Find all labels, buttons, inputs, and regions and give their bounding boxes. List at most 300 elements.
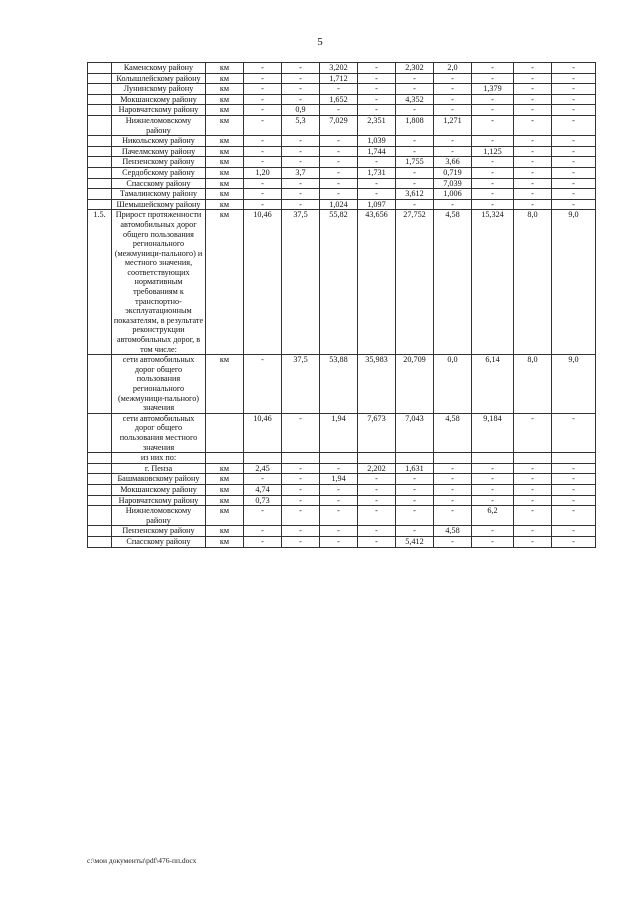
value-cell: - <box>514 105 552 116</box>
value-cell: - <box>244 199 282 210</box>
unit-cell: км <box>206 463 244 474</box>
value-cell: - <box>552 157 596 168</box>
value-cell: - <box>358 63 396 74</box>
value-cell: - <box>552 136 596 147</box>
unit-cell: км <box>206 63 244 74</box>
value-cell: - <box>282 474 320 485</box>
unit-cell: км <box>206 105 244 116</box>
value-cell: - <box>282 189 320 200</box>
value-cell: - <box>282 73 320 84</box>
indicator-name-cell: Прирост протяженности автомобильных дорог общего пользования регионального (межмуници-пального) и местного значения, соответствующих нормативным требованиям к транспортно-эксплуатационным показателям, в результате реконструкции автомобильных дорог, в том числе: <box>112 210 206 355</box>
value-cell: - <box>552 413 596 452</box>
value-cell: - <box>396 199 434 210</box>
value-cell: - <box>514 146 552 157</box>
row-number-cell <box>88 146 112 157</box>
value-cell: - <box>552 199 596 210</box>
value-cell: - <box>282 178 320 189</box>
value-cell: 3,66 <box>434 157 472 168</box>
value-cell: - <box>320 136 358 147</box>
value-cell: - <box>472 463 514 474</box>
value-cell: - <box>472 63 514 74</box>
indicator-name-cell: Шемышейскому району <box>112 199 206 210</box>
value-cell: - <box>358 536 396 547</box>
value-cell: 1,652 <box>320 94 358 105</box>
value-cell: 1,379 <box>472 84 514 95</box>
value-cell: - <box>282 484 320 495</box>
value-cell: 2,202 <box>358 463 396 474</box>
value-cell <box>244 453 282 464</box>
value-cell: 1,039 <box>358 136 396 147</box>
indicator-name-cell: сети автомобильных дорог общего пользования местного значения <box>112 413 206 452</box>
value-cell: - <box>514 94 552 105</box>
value-cell: - <box>244 105 282 116</box>
table-row <box>88 115 596 135</box>
value-cell: 3,7 <box>282 167 320 178</box>
value-cell: - <box>244 84 282 95</box>
value-cell: - <box>282 463 320 474</box>
value-cell: - <box>282 157 320 168</box>
value-cell: - <box>320 84 358 95</box>
value-cell: - <box>514 526 552 537</box>
value-cell: - <box>282 536 320 547</box>
indicator-name-cell: Нижнеломовскому району <box>112 115 206 135</box>
value-cell: - <box>358 474 396 485</box>
value-cell: - <box>514 84 552 95</box>
value-cell: - <box>358 526 396 537</box>
value-cell: - <box>472 526 514 537</box>
value-cell: - <box>552 84 596 95</box>
value-cell: 9,0 <box>552 355 596 414</box>
value-cell: - <box>358 84 396 95</box>
value-cell: - <box>434 105 472 116</box>
value-cell: - <box>552 73 596 84</box>
table-row <box>88 178 596 189</box>
value-cell: - <box>472 94 514 105</box>
value-cell: 37,5 <box>282 210 320 355</box>
value-cell: - <box>244 474 282 485</box>
value-cell: 3,202 <box>320 63 358 74</box>
value-cell: 1,712 <box>320 73 358 84</box>
value-cell: - <box>434 495 472 506</box>
row-number-cell <box>88 495 112 506</box>
value-cell: 37,5 <box>282 355 320 414</box>
value-cell: 8,0 <box>514 210 552 355</box>
value-cell <box>472 453 514 464</box>
value-cell: - <box>282 146 320 157</box>
unit-cell: км <box>206 146 244 157</box>
value-cell <box>514 453 552 464</box>
table-row <box>88 526 596 537</box>
table-row <box>88 495 596 506</box>
table-row <box>88 73 596 84</box>
value-cell: - <box>396 84 434 95</box>
value-cell: - <box>244 136 282 147</box>
table-row <box>88 506 596 526</box>
value-cell: 1,731 <box>358 167 396 178</box>
value-cell: - <box>244 526 282 537</box>
value-cell: 1,631 <box>396 463 434 474</box>
value-cell: - <box>396 105 434 116</box>
indicator-name-cell: Наровчатскому району <box>112 495 206 506</box>
value-cell: 1,94 <box>320 413 358 452</box>
value-cell: - <box>244 506 282 526</box>
unit-cell: км <box>206 136 244 147</box>
value-cell: - <box>472 115 514 135</box>
value-cell: - <box>244 536 282 547</box>
row-number-cell <box>88 484 112 495</box>
indicator-name-cell: Нижнеломовскому району <box>112 506 206 526</box>
table-row <box>88 413 596 452</box>
value-cell: 2,45 <box>244 463 282 474</box>
value-cell: - <box>396 484 434 495</box>
value-cell: - <box>396 495 434 506</box>
row-number-cell <box>88 536 112 547</box>
value-cell <box>320 453 358 464</box>
value-cell: - <box>552 526 596 537</box>
indicator-name-cell: Колышлейскому району <box>112 73 206 84</box>
row-number-cell <box>88 178 112 189</box>
value-cell: 1,271 <box>434 115 472 135</box>
value-cell: 7,039 <box>434 178 472 189</box>
value-cell: - <box>244 63 282 74</box>
value-cell: - <box>514 474 552 485</box>
row-number-cell <box>88 167 112 178</box>
unit-cell: км <box>206 73 244 84</box>
row-number-cell <box>88 463 112 474</box>
table-row <box>88 84 596 95</box>
value-cell: - <box>320 189 358 200</box>
indicator-name-cell: Пачелмскому району <box>112 146 206 157</box>
table-row <box>88 210 596 355</box>
row-number-cell <box>88 94 112 105</box>
value-cell: - <box>552 536 596 547</box>
value-cell: 3,612 <box>396 189 434 200</box>
value-cell: - <box>244 146 282 157</box>
row-number-cell <box>88 73 112 84</box>
value-cell: 4,74 <box>244 484 282 495</box>
table-row <box>88 63 596 74</box>
value-cell: 1,125 <box>472 146 514 157</box>
value-cell: 1,94 <box>320 474 358 485</box>
value-cell: 20,709 <box>396 355 434 414</box>
value-cell: - <box>472 73 514 84</box>
value-cell: - <box>514 189 552 200</box>
value-cell: - <box>514 167 552 178</box>
value-cell: - <box>320 495 358 506</box>
indicator-name-cell: Спасскому району <box>112 178 206 189</box>
row-number-cell <box>88 474 112 485</box>
value-cell: 1,006 <box>434 189 472 200</box>
value-cell: - <box>320 526 358 537</box>
value-cell: - <box>552 463 596 474</box>
value-cell: 4,58 <box>434 413 472 452</box>
row-number-cell <box>88 63 112 74</box>
value-cell: - <box>552 105 596 116</box>
row-number-cell <box>88 526 112 537</box>
value-cell: - <box>434 146 472 157</box>
value-cell: - <box>472 178 514 189</box>
row-number-cell <box>88 189 112 200</box>
value-cell: - <box>396 474 434 485</box>
value-cell: 0,0 <box>434 355 472 414</box>
unit-cell <box>206 453 244 464</box>
value-cell: 7,043 <box>396 413 434 452</box>
value-cell: 2,0 <box>434 63 472 74</box>
value-cell: - <box>552 167 596 178</box>
value-cell: 10,46 <box>244 413 282 452</box>
value-cell <box>434 453 472 464</box>
indicator-name-cell: Лунинскому району <box>112 84 206 95</box>
indicator-name-cell: Башмаковскому району <box>112 474 206 485</box>
value-cell: 27,752 <box>396 210 434 355</box>
value-cell: - <box>472 167 514 178</box>
value-cell: - <box>358 157 396 168</box>
value-cell: - <box>552 189 596 200</box>
value-cell: - <box>514 495 552 506</box>
value-cell: 1,744 <box>358 146 396 157</box>
value-cell: - <box>282 506 320 526</box>
value-cell: - <box>472 105 514 116</box>
value-cell: - <box>472 474 514 485</box>
value-cell: - <box>282 495 320 506</box>
value-cell: 43,656 <box>358 210 396 355</box>
table-row <box>88 453 596 464</box>
value-cell: 4,352 <box>396 94 434 105</box>
row-number-cell <box>88 105 112 116</box>
table-row <box>88 199 596 210</box>
value-cell: 6,2 <box>472 506 514 526</box>
value-cell: - <box>514 115 552 135</box>
value-cell: - <box>320 506 358 526</box>
value-cell: - <box>396 146 434 157</box>
value-cell: 8,0 <box>514 355 552 414</box>
value-cell: - <box>244 157 282 168</box>
table-row <box>88 146 596 157</box>
value-cell: 6,14 <box>472 355 514 414</box>
unit-cell: км <box>206 210 244 355</box>
value-cell: 35,983 <box>358 355 396 414</box>
value-cell: - <box>472 495 514 506</box>
value-cell: - <box>552 474 596 485</box>
indicator-name-cell: Сердобскому району <box>112 167 206 178</box>
unit-cell: км <box>206 178 244 189</box>
value-cell: - <box>514 73 552 84</box>
table-row <box>88 474 596 485</box>
value-cell: - <box>244 115 282 135</box>
value-cell: - <box>472 484 514 495</box>
value-cell: 5,3 <box>282 115 320 135</box>
value-cell: - <box>514 484 552 495</box>
value-cell: - <box>434 536 472 547</box>
value-cell: - <box>552 178 596 189</box>
value-cell: - <box>396 167 434 178</box>
unit-cell: км <box>206 94 244 105</box>
unit-cell: км <box>206 84 244 95</box>
value-cell: - <box>552 94 596 105</box>
value-cell: - <box>472 536 514 547</box>
indicator-name-cell: г. Пенза <box>112 463 206 474</box>
value-cell: - <box>320 105 358 116</box>
row-number-cell <box>88 84 112 95</box>
value-cell: 0,719 <box>434 167 472 178</box>
value-cell: - <box>282 84 320 95</box>
value-cell: - <box>396 526 434 537</box>
value-cell: - <box>434 73 472 84</box>
value-cell: - <box>552 146 596 157</box>
value-cell: 9,0 <box>552 210 596 355</box>
value-cell: 7,029 <box>320 115 358 135</box>
value-cell: 55,82 <box>320 210 358 355</box>
value-cell: - <box>244 355 282 414</box>
value-cell: - <box>320 536 358 547</box>
row-number-cell <box>88 506 112 526</box>
value-cell: - <box>320 484 358 495</box>
value-cell: - <box>320 157 358 168</box>
unit-cell: км <box>206 115 244 135</box>
value-cell: - <box>514 63 552 74</box>
value-cell: - <box>244 178 282 189</box>
indicator-name-cell: Пензенскому району <box>112 157 206 168</box>
unit-cell: км <box>206 526 244 537</box>
value-cell: - <box>282 136 320 147</box>
indicator-name-cell: Каменскому району <box>112 63 206 74</box>
value-cell: 1,20 <box>244 167 282 178</box>
value-cell <box>396 453 434 464</box>
value-cell: 1,755 <box>396 157 434 168</box>
value-cell: - <box>514 157 552 168</box>
value-cell <box>552 453 596 464</box>
value-cell: - <box>320 178 358 189</box>
row-number-cell <box>88 413 112 452</box>
value-cell: - <box>472 189 514 200</box>
value-cell: - <box>282 413 320 452</box>
unit-cell <box>206 413 244 452</box>
value-cell: - <box>434 136 472 147</box>
table-row <box>88 94 596 105</box>
indicator-name-cell: Мокшанскому району <box>112 94 206 105</box>
value-cell: - <box>244 189 282 200</box>
value-cell: - <box>320 167 358 178</box>
unit-cell: км <box>206 355 244 414</box>
value-cell: - <box>514 413 552 452</box>
value-cell: 1,808 <box>396 115 434 135</box>
indicator-name-cell: Спасскому району <box>112 536 206 547</box>
value-cell: - <box>358 178 396 189</box>
value-cell: - <box>472 136 514 147</box>
row-number-cell <box>88 199 112 210</box>
unit-cell: км <box>206 484 244 495</box>
value-cell: - <box>514 536 552 547</box>
value-cell: 10,46 <box>244 210 282 355</box>
table-row <box>88 105 596 116</box>
unit-cell: км <box>206 167 244 178</box>
value-cell: - <box>320 463 358 474</box>
value-cell: - <box>514 199 552 210</box>
value-cell: - <box>514 506 552 526</box>
value-cell: - <box>434 199 472 210</box>
indicator-name-cell: Мокшанскому району <box>112 484 206 495</box>
value-cell: - <box>552 495 596 506</box>
row-number-cell <box>88 453 112 464</box>
value-cell: - <box>434 474 472 485</box>
file-path-footer: c:\мои документы\pdf\476-пп.docx <box>87 856 197 865</box>
table-row <box>88 484 596 495</box>
value-cell: - <box>514 136 552 147</box>
value-cell: 9,184 <box>472 413 514 452</box>
value-cell: - <box>434 94 472 105</box>
value-cell: 15,324 <box>472 210 514 355</box>
indicator-name-cell: из них по: <box>112 453 206 464</box>
value-cell: 2,351 <box>358 115 396 135</box>
page-number: 5 <box>317 36 323 48</box>
value-cell: - <box>552 484 596 495</box>
value-cell: - <box>282 63 320 74</box>
row-number-cell <box>88 115 112 135</box>
table-row <box>88 189 596 200</box>
unit-cell: км <box>206 474 244 485</box>
table-row <box>88 355 596 414</box>
value-cell: 4,58 <box>434 210 472 355</box>
value-cell: - <box>358 105 396 116</box>
value-cell: - <box>396 136 434 147</box>
value-cell: - <box>358 73 396 84</box>
unit-cell: км <box>206 157 244 168</box>
value-cell: 4,58 <box>434 526 472 537</box>
row-number-cell <box>88 157 112 168</box>
indicator-table <box>87 62 596 548</box>
value-cell: 0,9 <box>282 105 320 116</box>
value-cell: - <box>358 506 396 526</box>
table-row <box>88 536 596 547</box>
table-row <box>88 136 596 147</box>
row-number-cell: 1.5. <box>88 210 112 355</box>
value-cell: - <box>396 506 434 526</box>
table-row <box>88 463 596 474</box>
value-cell: 1,097 <box>358 199 396 210</box>
indicator-name-cell: Никольскому району <box>112 136 206 147</box>
value-cell: 0,73 <box>244 495 282 506</box>
table-row <box>88 167 596 178</box>
value-cell <box>282 453 320 464</box>
value-cell: - <box>514 463 552 474</box>
value-cell: - <box>358 94 396 105</box>
unit-cell: км <box>206 536 244 547</box>
value-cell: - <box>514 178 552 189</box>
value-cell: - <box>358 484 396 495</box>
table-row <box>88 157 596 168</box>
value-cell: 5,412 <box>396 536 434 547</box>
value-cell: - <box>434 506 472 526</box>
indicator-name-cell: сети автомобильных дорог общего пользования регионального (межмуници-пального) значения <box>112 355 206 414</box>
value-cell: - <box>282 526 320 537</box>
row-number-cell <box>88 355 112 414</box>
value-cell: - <box>552 115 596 135</box>
row-number-cell <box>88 136 112 147</box>
value-cell: - <box>358 189 396 200</box>
value-cell: - <box>552 506 596 526</box>
value-cell: - <box>244 73 282 84</box>
value-cell: - <box>358 495 396 506</box>
value-cell: - <box>472 199 514 210</box>
value-cell: 7,673 <box>358 413 396 452</box>
value-cell <box>358 453 396 464</box>
value-cell: 2,302 <box>396 63 434 74</box>
unit-cell: км <box>206 506 244 526</box>
value-cell: - <box>396 178 434 189</box>
value-cell: - <box>320 146 358 157</box>
value-cell: - <box>434 463 472 474</box>
unit-cell: км <box>206 495 244 506</box>
